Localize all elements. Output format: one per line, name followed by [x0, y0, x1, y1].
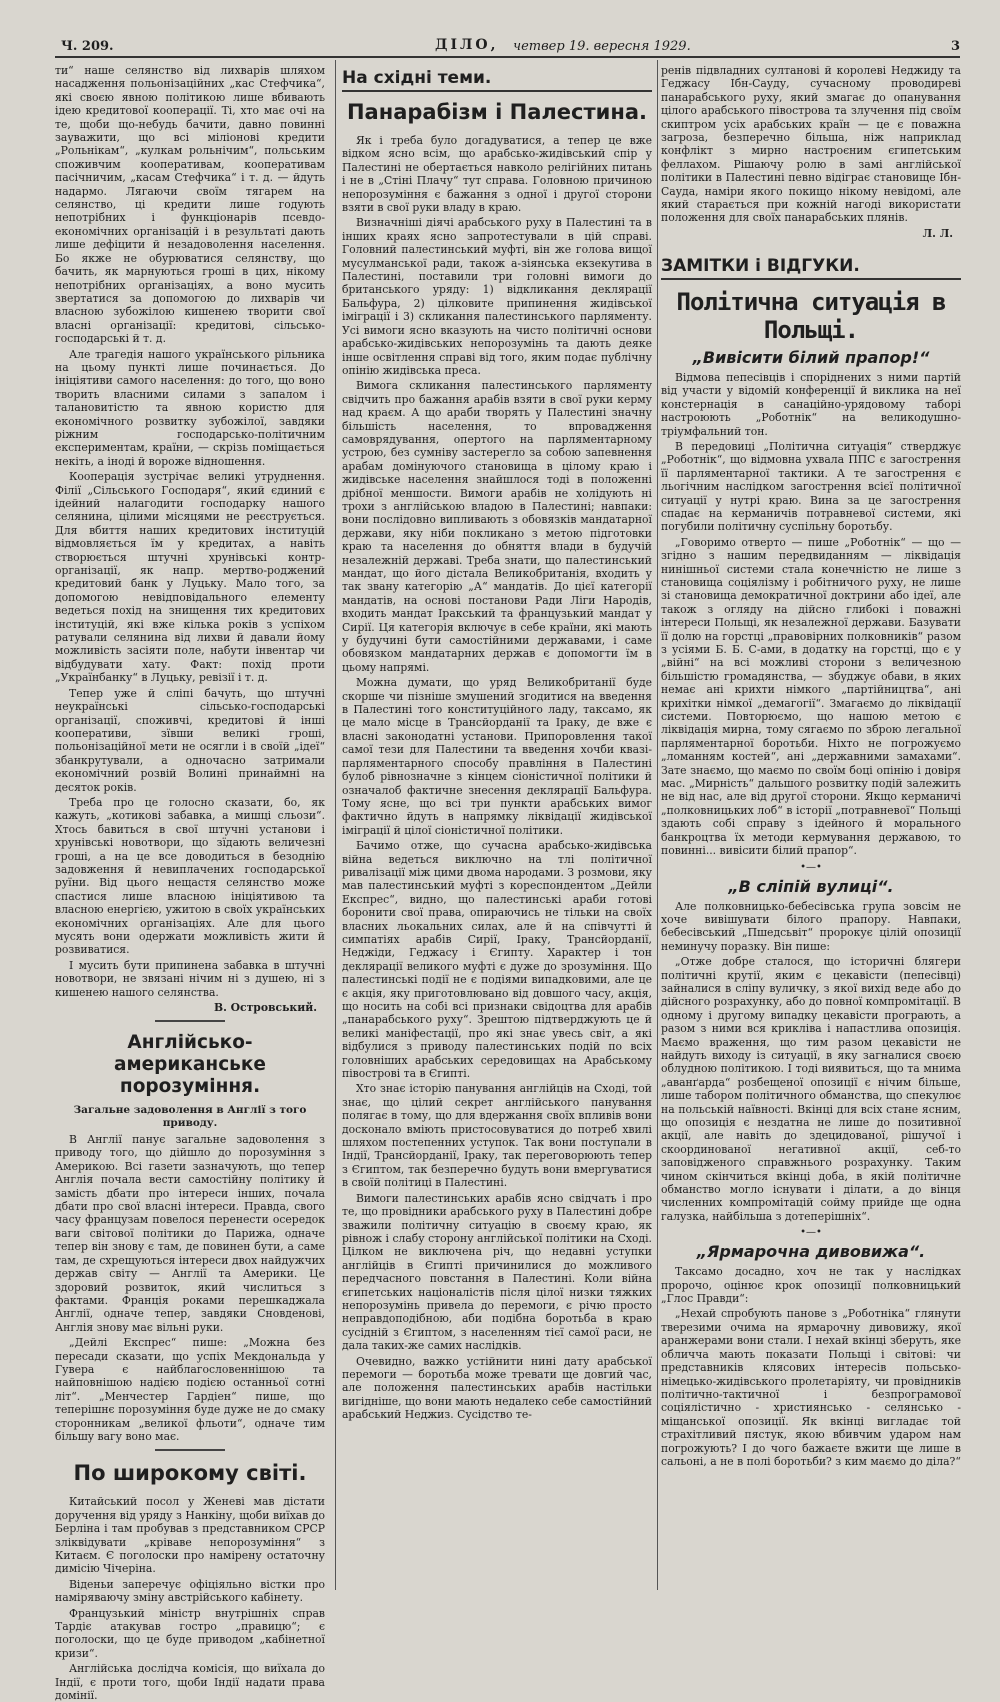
page-number-left: Ч. 209. — [61, 39, 114, 54]
paragraph: Англійська дослідча комісія, що виїхала до Індії, є проти того, щоби Індії надати права домінії. — [55, 1662, 325, 1702]
article-body — [661, 900, 961, 1224]
paragraph: Китайський посол у Женеві мав дістати доручення від уряду з Нанкіну, щоби виїхав до Берліна і там пробував з представником СРСР зліквідувати „кріваве непорозуміння“ з Китаєм. Є поголоски про намірену остаточну димісію Чічеріна. — [55, 1495, 325, 1576]
paragraph: Очевидно, важко устійнити нині дату арабської перемоги — боротьба може тревати ще довгий час, але положення палестинських арабів настільки вигідніше, що вони мають недалеко себе самостійний арабський Неджиз. Сусідство те- — [342, 1354, 652, 1422]
paragraph: В Англії панує загальне задоволення з приводу того, що дійшло до порозуміння з Америкою. Всі газети зазначують, що тепер Англія почала вести самостійну політику й замість дбати про інтереси інших, почала дбати про свої власні інтереси. Правда, свого часу французам повелося перенести осередок ваги світової політики до Парижа, одначе тепер він знову є там, де повинен бути, а саме там, де схрещуються інтереси двох найдужчих держав світу — Англії та Америки. Це здоровий розвиток, який числиться з фактами. Франція роками перешкаджала Англії, одначе тепер, завдяки Сновденові, Англія знову має вільні руки. — [55, 1133, 325, 1334]
column-right: ренів підвладних султанові й королеві Неджиду та Геджасу Ібн-Сауду, сучасному проводиреві панарабського руху, який змагає до опанування цілого арабського півострова та злучення під своїм скиптром усіх арабських країн — це є поважна загроза, безперечно більша, ніж наприклад конфлікт з мирно настроєним єгипетським феллахом. Рішаючу ролю в замі англійської політики в Палестині певно відіграє становище Ібн-Сауда, наміри якого покищо нікому невідомі, але який старається при кожній нагоді використати положення для своїх панарабських плянів. Л. Л. ЗАМІТКИ і ВІДГУКИ. Політична ситуація в Польщі. „Вивісити білий прапор!“ Відмова пепесівців і споріднених з ними партій від участи у відомій конференції й виклика на неї констернація в санаційно-урядовому таборі настроюють „Роботнік“ на великодушно-тріумфальний тон. В передовиці „Політична ситуація“ стверджує „Роботнік“, що відмовна ухвала ППС є загострення її парляментарної тактики. А те загострення є льогічним наслідком загострення всієї політичної ситуації у нутрі краю. Вина за це загострення спадає на керманичів потравневої системи, які погубили політичну суспільну боротьбу. „Говоримо отверто — пише „Роботнік“ — що — згідно з нашим передвиданням — ліквідація нинішньої системи стала конечністю не лише з становища соціялізму і робітничого руху, не лише зі становища демократичної доктрини або ідеї, але також з огляду на дійсно глибокі і поважні інтереси Польщі, як незалежної держави. Базувати її долю на горстці „правовірних полковників“ разом з усіями Б. Б. С-ами, в додатку на горстці, що є у „війні“ на всі можливі сторони з величезною більшістю громадянства, — збуджує обави, в яких немає ані крихти німкого „партійництва“, ані крихітки німкої „демагогії“. Змагаємо до ліквідації системи. Повторюємо, що нашою метою є ліквідація мирна, тому сягаємо по зброю легальної парляментарної боротьби. Ніхто не погрожуємо „ломанням костей“, ані „державними замахами“. Зате знаємо, що маємо по своїм боці опінію і довіря мас. „Мирність“ дальшого розвитку подій залежить не від нас, але від другої сторони. Якщо керманичі „полковницьких лоб“ в історії „потравневої“ Польщі здають собі справу з ідейного й морального банкроцтва їх методи кермування державою, то повинні... вивісити білий прапор“. •—• „В сліпій вулиці“. Але полковницько-бебесівська група зовсім не хоче вивішувати білого прапору. Навпаки, бебесівський „Пшедсьвіт“ пророкує цілій опозиції неминучу поразку. Він пише: „Отже добре сталося, що історичні блягери політичні крутії, яким є цекавісти (пепесівці) зайналися в сліпу вуличку, з якої вихід веде або до дійсного розрахунку, або до повної компромітації. В одному і другому випадку цекавісти програють, а разом з ними вся крикліва і напастлива опозиція. Маємо враження, що тим разом цекавісти не найдуть виходу із ситуації, в яку загналися своєю облудною політикою. І тоді виявиться, що та мнима „аванґарда“ розбещеної опозиції є нічим більше, лише табором політичного обманства, що спекулює на польській наївності. Вкінці для всіх стане ясним, що опозиція є нездатна не лише до позитивної акції, але навіть до здецидованої, рішучої і скоординованої негативної акції, себ-то заповідженого справжнього розрахунку. Таким чином скінчиться вкінці доба, в якій політичне обманство могло існувати і ділати, а до вінця численних компромітацій сойму прийде ще одна галузка, найбільша з дотеперішніх“. •—• „Ярмарочна дивовижа“. Таксамо досадно, хоч не так у наслідках пророчо, оцінює крок опозиції полковницький „Глос Правди“: „Нехай спробують панове з „Роботніка“ глянути тверезими очима на ярмарочну дивовижу, якої аранжерами вони стали. І нехай вкінці зберуть, яке обличча мають показати Польщі і світові: чи представників клясових інтересів польсько-німецько-жидівського пролетаріяту, чи провідників політично-тактичної і безпрограмової соціялістично - християнсько - селянсько - міщанської опозиції. Як вкінці вигладає той страхітливий пястук, якою вбивчим ударом нам погрожують? І до чого бажаєте вжити ще лише в сальоні, а не в полі боротьби? з ким маємо до діла?“ — [661, 64, 961, 1468]
paragraph: Вимоги палестинських арабів ясно свідчать і про те, що провідники арабського руху в Палестині добре зважили політичну ситуацію в своєму краю, як рівнож і слабу сторону англійської політики на Сході. Цілком не виключена річ, що недавні уступки англійців в Єгипті причинилися до можливого передчасного повстання в Палестині. Коли війна єгипетських націоналістів після цілої низки тяжких непорозумінь привела до перемоги, є річю просто неправдоподібною, аби подібна боротьба в краю сусідній з Єгиптом, з населенням тієї самої раси, не дала таких-же самих наслідків. — [342, 1191, 652, 1353]
article-subheading: Загальне задоволення в Англії з того приводу. — [73, 1104, 307, 1130]
paragraph: Як і треба було догадуватися, а тепер це вже відком ясно всім, що арабсько-жидівський спір у Палестині не обертається навколо релігійних питань і не в „Стіні Плачу“ тут справа. Головною причиною непорозуміння є бажання з одної і другої сторони взяти в свої руки владу в краю. — [342, 134, 652, 215]
article-body — [55, 1133, 325, 1443]
article-body — [661, 371, 961, 858]
paragraph: Визначніші діячі арабського руху в Палестині та в інших краях ясно запротестували в цій справі. Головний палестинський муфті, він же голова вищої мусулманської ради, також а-зіянська екзекутива в Палестині, поставили три головні вимоги до британського уряду: 1) відкликання деклярації Бальфура, 2) цілковите припинення жидівської іміграції і 3) скликання палестинського парляменту. Усі вимоги ясно вказують на чисто політичні основи арабсько-жидівських непорозумінь та дають деяке інше освітлення справі від того, яким подає публічну опінію жидівська преса. — [342, 216, 652, 377]
issue-date: четвер 19. вересня 1929. — [513, 39, 691, 54]
article-lead-continuation — [55, 64, 325, 999]
author-signature: В. Островський. — [213, 1001, 317, 1015]
paragraph: Тепер уже й сліпі бачуть, що штучні неукраїнські сільсько-господарські організації, споживчі, кредитові й інші кооперативи, зївши великі гроші, польонізаційної мети не осягли і в своїй „ідеї“ збанкрутували, а одночасно затримали економічний розвій Волині принаймні на десяток років. — [55, 686, 325, 794]
paragraph: „Говоримо отверто — пише „Роботнік“ — що — згідно з нашим передвиданням — ліквідація нинішньої системи стала конечністю не лише з становища соціялізму і робітничого руху, не лише зі становища демократичної доктрини або ідеї, але також з огляду на дійсно глибокі і поважні інтереси Польщі, як незалежної держави. Базувати її долю на горстці „правовірних полковників“ разом з усіями Б. Б. С-ами, в додатку на горстці, що є у „війні“ на всі можливі сторони з величезною більшістю громадянства, — збуджує обави, в яких немає ані крихти німкого „партійництва“, ані крихітки німкої „демагогії“. Змагаємо до ліквідації системи. Повторюємо, що нашою метою є ліквідація мирна, тому сягаємо по зброю легальної парляментарної боротьби. Ніхто не погрожуємо „ломанням костей“, ані „державними замахами“. Зате знаємо, що маємо по своїм боці опінію і довіря мас. „Мирність“ дальшого розвитку подій залежить не від нас, але від другої сторони. Якщо керманичі „полковницьких лоб“ в історії „потравневої“ Польщі здають собі справу з ідейного й морального банкроцтва їх методи кермування державою, то повинні... вивісити білий прапор“. — [661, 535, 961, 858]
paragraph: Хто знає історію панування англійців на Сході, той знає, що цілий секрет англійського панування полягає в тому, що для вдержання своїх впливів вони досконало вміють пристосовуватися до потреб хвилі шляхом постепенних уступок. Так вони поступали в Індії, Трансйорданії, Іраку, так переговорюють тепер з Єгиптом, так безперечно будуть вони вмергуватися в своїй політиці в Палестині. — [342, 1082, 652, 1190]
paragraph: „Нехай спробують панове з „Роботніка“ глянути тверезими очима на ярмарочну дивовижу, якої аранжерами вони стали. І нехай вкінці зберуть, яке обличча мають показати Польщі і світові: чи представників клясових інтересів польсько-німецько-жидівського пролетаріяту, чи провідників політично-тактичної і безпрограмової соціялістично - християнсько - селянсько - міщанської опозиції. Як вкінці вигладає той страхітливий пястук, якою вбивчим ударом нам погрожують? І до чого бажаєте вжити ще лише в сальоні, а не в полі боротьби? з ким маємо до діла?“ — [661, 1307, 961, 1468]
paragraph: Бачимо отже, що сучасна арабсько-жидівська війна ведеться виключно на тлі політичної ривалізації між цими двома народами. З розмови, яку мав палестинський муфті з кореспондентом „Дейли Експрес“, видно, що палестинські араби готові боронити свої права, опираючись не тільки на своїх власних льокальних силах, але й на співчутті й симпатіях арабів Сирії, Іраку, Трансйорданії, Неджіди, Геджасу і Єгипту. Характер і тон деклярації великого муфті є дуже до зрозуміння. Що палестинські події не є подіями випадковими, але це є акція, яку приготовлювано від довшого часу, акція, що носить на собі всі признаки свідоцтва для арабів „панарабського руху“. Зрештою підтверджують це й великі маніфестації, про які знає увесь світ, а які відбулися з приводу палестинських подій по всіх головніших арабських середовищах на Арабському півострові та в Єгипті. — [342, 839, 652, 1081]
paragraph: „Дейлі Експрес“ пише: „Можна без пересади сказати, що успіх Мекдональда у Гувера є найблагословеннішою та найповнішою надією подією останньої сотні літ“. „Менчестер Гардіен“ пише, що теперішнє порозуміння буде дуже не до смаку сторонникам „великої фльоти“, одначе тим більшу вагу воно має. — [55, 1336, 325, 1443]
paragraph: Треба про це голосно сказати, бо, як кажуть, „котикові забавка, а мишці сльози“. Хтось бавиться в свої штучні установи і хрунівські новотвори, що зїдають величезні гроші, а на це все доводиться в безоднію задовження й невиплачених господарської руїни. Від цього нещастя селянство може спастися лише власною ініціятивою та власною енергією, ужитою в своїх українських економічних організаціях. Але для цього мусять вони одержати можливість жити й розвиватися. — [55, 795, 325, 957]
page-header — [55, 35, 960, 57]
masthead: ДІЛО, — [435, 37, 499, 53]
column-left — [55, 64, 325, 1702]
section-heading: На східні теми. — [342, 68, 652, 92]
article-subtitle: „Вивісити білий прапор!“ — [692, 347, 930, 367]
paragraph: „Отже добре сталося, що історичні блягери політичні крутії, яким є цекавісти (пепесівці) зайналися в сліпу вуличку, з якої вихід веде або до дійсного розрахунку, або до повної компромітації. В одному і другому випадку цекавісти програють, а разом з ними вся крикліва і напастлива опозиція. Маємо враження, що тим разом цекавісти не найдуть виходу із ситуації, в яку загналися своєю облудною політикою. І тоді виявиться, що та мнима „аванґарда“ розбещеної опозиції є нічим більше, лише табором політичного обманства, що спекулює на польській наївності. Вкінці для всіх стане ясним, що опозиція є нездатна не лише до позитивної акції, але навіть до здецидованої, рішучої і скоординованої негативної акції, себ-то заповідженого справжнього розрахунку. Таким чином скінчиться вкінці доба, в якій політичне обманство могло існувати і ділати, а до вінця численних компромітацій сойму прийде ще одна галузка, найбільша з дотеперішніх“. — [661, 955, 961, 1223]
separator — [155, 1020, 225, 1022]
article-body — [661, 1265, 961, 1468]
article-title: Політична ситуація в Польщі. — [676, 287, 946, 344]
paragraph: Віденьи заперечує офіціяльно вістки про наміряваючу зміну австрійського кабінету. — [55, 1577, 325, 1605]
paragraph: Таксамо досадно, хоч не так у наслідках пророчо, оцінює крок опозиції полковницький „Глос Правди“: — [661, 1265, 961, 1306]
paragraph: Вимога скликання палестинського парляменту свідчить про бажання арабів взяти в свої руки керму над краєм. А що араби творять у Палестині значну більшість населення, то впровадження самоврядування, опертого на парляментарному устрою, без сумніву застерегло за собою запевнення арабам домінуючого становища в цілому краю і жидівське населення знайшлося тоді в положенні дрібної меншости. Вимоги арабів не холідують ні трохи з англійською владою в Палестині; навпаки: вони послідовно випливають з обовязків мандатарної держави, яку ніби покликано з метою підготовки краю та населення до обняття влади в будучій незалежній державі. Треба знати, що палестинський мандат, що його дістала Великобританія, входить у так звану категорію „А“ мандатів. До цієї категорії мандатів, на основі постанови Ради Ліги Народів, входить мандат Іракський та французький мандат у Сирії. Ця категорія включує в себе країни, які мають у будучині бути самостійними державами, і саме обовязком мандатарних держав є допомогти їм в цьому напрямі. — [342, 379, 652, 674]
column-divider — [657, 60, 658, 1590]
separator — [155, 1449, 225, 1451]
header-rule — [55, 56, 960, 58]
article-body — [55, 1495, 325, 1702]
paragraph: Але полковницько-бебесівська група зовсім не хоче вивішувати білого прапору. Навпаки, бебесівський „Пшедсьвіт“ пророкує цілій опозиції неминучу поразку. Він пише: — [661, 899, 961, 953]
page-number-right: 3 — [950, 39, 960, 54]
article-body — [342, 134, 652, 1422]
paragraph: ти“ наше селянство від лихварів шляхом насадження польонізаційних „кас Стефчика“, які своєю явною політикою лише вбивають ідею кредитової кооперації. Ті, хто має очі на те, щоби що-небудь бачити, давно повинні зауважити, що всі міліонові кредити „Рольнікам“, „кулкам рольнічим“, польським споживчим кооперативам, кооперативам пасічничим, „касам Стефчика“ і т. д. — йдуть надармо. Лягаючи своїм тягарем на селянство, ці кредити лише годують непотрібних і функціонарів псевдо-економічних організацій і в результаті дають лише дефіцити й незадоволення населення. Бо якже не обурюватися селянству, що бачить, як марнуються гроші в цих, нікому непотрібних організаціях, а воно мусить звертатися за допомогою до лихварів чи власною зубожілою кишенею творити свої власні організації: кредитові, сільсько-господарські й т. д. — [55, 64, 325, 346]
article-title: По широкому світі. — [73, 1461, 307, 1486]
paragraph: Але трагедія нашого українського рільника на цьому пункті лише починається. До ініціятиви самого населення: до того, що воно творить власними силами з запалом і талановитістю та явною користю для економічного розвитку зубожілої, завдяки ріжним господарсько-політичним експериментам, країни, — скрізь поміщається некіть, а іноді й вороже відношення. — [55, 347, 325, 468]
article-title: Панарабізм і Палестина. — [346, 100, 648, 124]
article-subtitle: „Ярмарочна дивовижа“. — [696, 1242, 926, 1262]
author-signature: Л. Л. — [922, 226, 953, 240]
column-divider — [335, 60, 336, 1590]
article-continuation: ренів підвладних султанові й королеві Неджиду та Геджасу Ібн-Сауду, сучасному проводиреві панарабського руху, який змагає до опанування цілого арабського півострова та злучення під своїм скиптром усіх арабських країн — це є поважна загроза, безперечно більша, ніж наприклад конфлікт з мирно настроєним єгипетським феллахом. Рішаючу ролю в замі англійської політики в Палестині певно відіграє становище Ібн-Сауда, наміри якого покищо нікому невідомі, але який старається при кожній нагоді використати положення для своїх панарабських плянів. — [661, 64, 961, 225]
paragraph: Французький міністр внутрішніх справ Тардіє атакував гостро „правицю“; є поголоски, що це буде приводом „кабінетної кризи“. — [55, 1606, 325, 1660]
paragraph: Кооперація зустрічає великі утруднення. Філії „Сільського Господаря“, який єдиний є ідейний налагодити господарку нашого селянина, цілими місяцями не реєструється. Для вбиття наших кредитових інституцій відмовляється їм у кредитах, а навіть створюється штучні хрунівські контр-організації, як напр. мертво-роджений кредитовий банк у Луцьку. Мало того, за допомогою невідповідального елементу ведеться похід на знищення тих кредитових інституцій, які вже кілька років з успіхом ратували селянина від лихви й давали йому можливість засіяти поле, набути інвентар чи відбудувати хату. Факт: похід проти „Українбанку“ в Луцьку, ревізії і т. д. — [55, 470, 325, 685]
paragraph: І мусить бути припинена забавка в штучні новотвори, не звязані нічим ні з душею, ні з кишенею нашого селянства. — [55, 958, 325, 999]
paragraph: Відмова пепесівців і споріднених з ними партій від участи у відомій конференції й виклика на неї констернація в санаційно-урядовому таборі настроюють „Роботнік“ на великодушно-тріумфальний тон. — [661, 370, 961, 438]
section-heading: ЗАМІТКИ і ВІДГУКИ. — [661, 256, 961, 280]
column-middle — [342, 64, 652, 1595]
paragraph: В передовиці „Політична ситуація“ стверджує „Роботнік“, що відмовна ухвала ППС є загострення її парляментарної тактики. А те загострення є льогічним наслідком загострення всієї політичної ситуації у нутрі краю. Вина за це загострення спадає на керманичів потравневої системи, які погубили політичну суспільну боротьбу. — [661, 439, 961, 534]
paragraph: Можна думати, що уряд Великобританії буде скорше чи пізніше змушений згодитися на введення в Палестині того конституційного ладу, таксамо, як це мало місце в Трансйорданії та Іраку, де вже є власні законодатні установи. Припоровлення такої самої тези для Палестини та введення хочби квазі-парляментарного способу правління в Палестині булоб рівнозначне з кінцем сіоністичної політики й означалоб фактичне знесення деклярації Бальфура. Тому ясне, що всі три пункти арабських вимог фактично йдуть в напрямку ліквідації жидівської іміграції й цілої сіоністичної політики. — [342, 676, 652, 837]
article-subtitle: „В сліпій вулиці“. — [728, 876, 894, 896]
article-title: Англійсько-американське порозуміння. — [114, 1032, 266, 1098]
